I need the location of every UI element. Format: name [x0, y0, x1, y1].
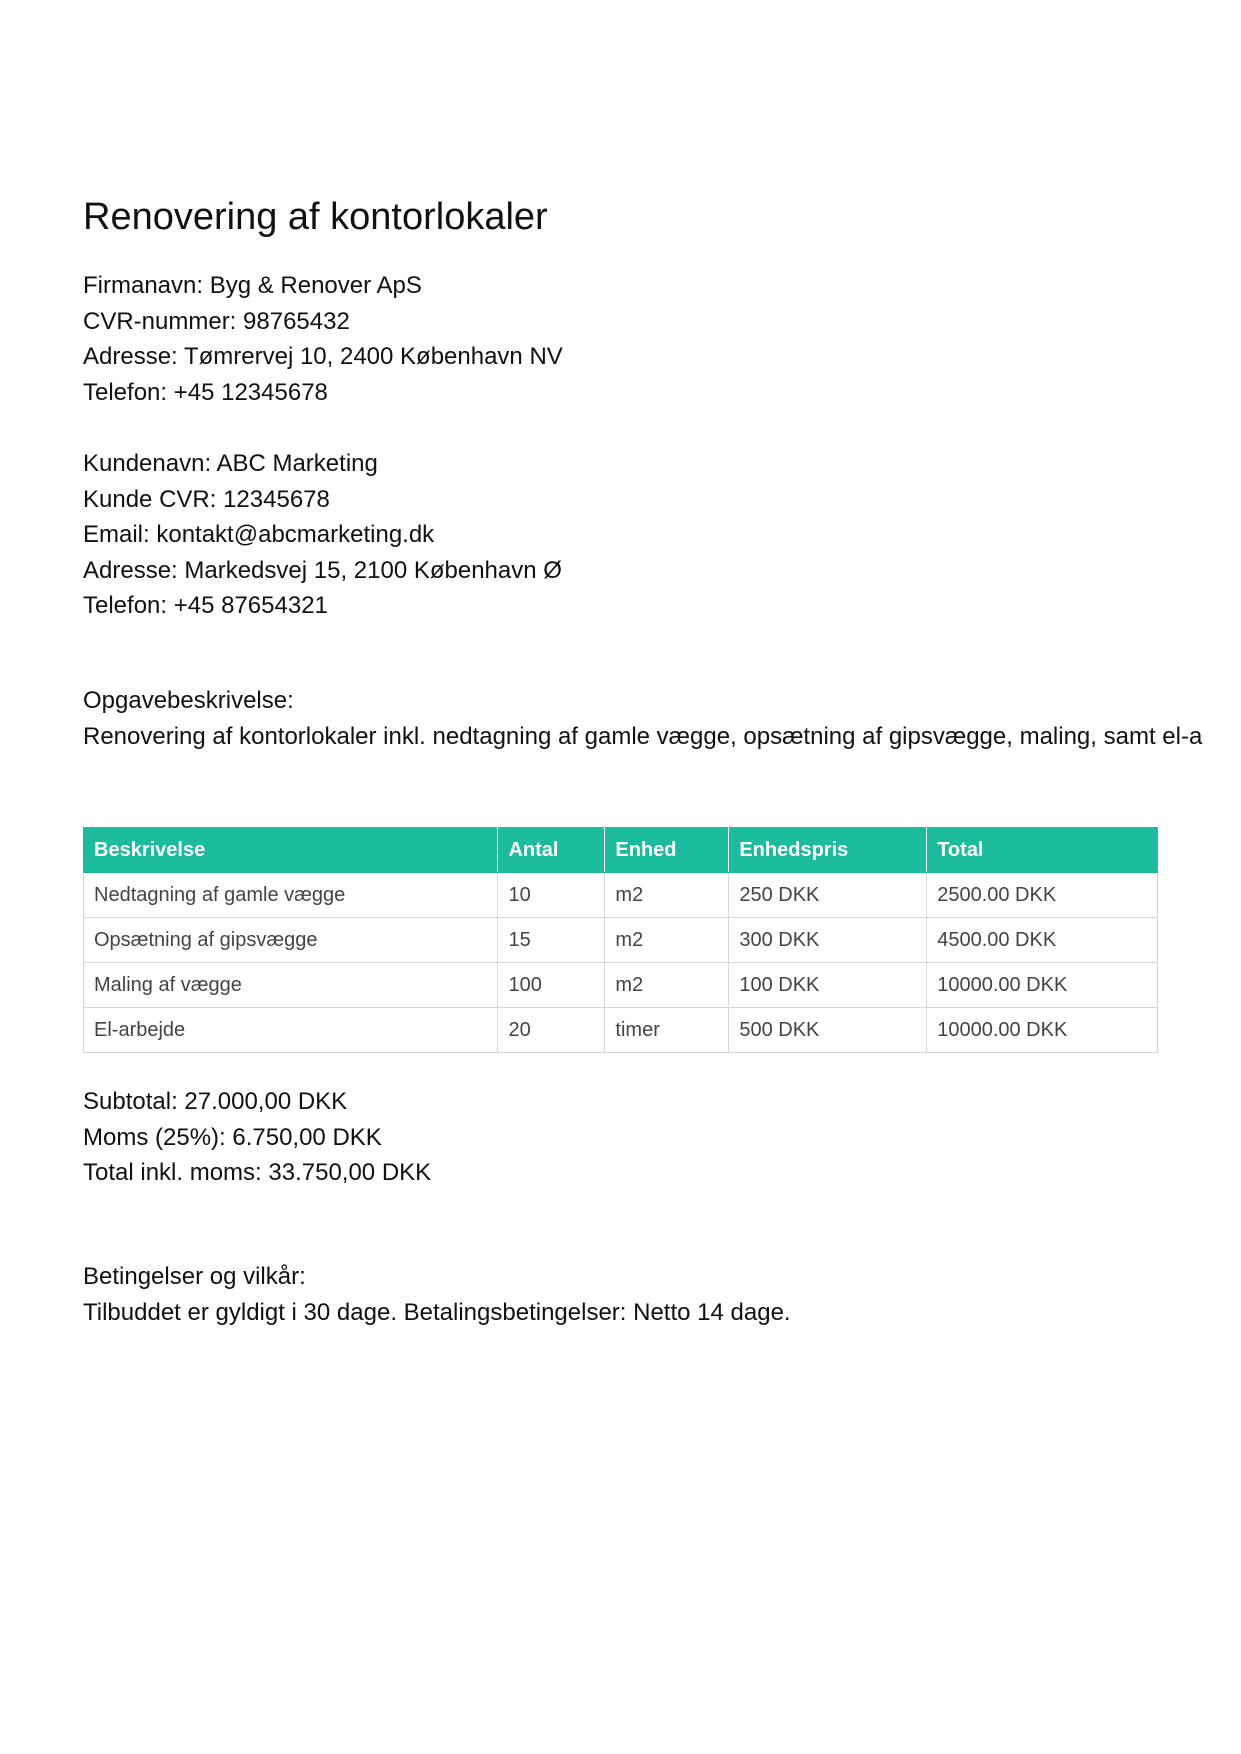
- table-header-row: [84, 828, 1158, 873]
- header-description: Beskrivelse: [84, 828, 498, 873]
- header-unit: Enhed: [605, 828, 729, 873]
- cell-description: Nedtagning af gamle vægge: [84, 873, 498, 918]
- task-description: [83, 683, 1202, 754]
- task-heading: Opgavebeskrivelse:: [83, 687, 294, 714]
- terms-text: Tilbuddet er gyldigt i 30 dage. Betalingsbetingelser: Netto 14 dage.: [83, 1298, 791, 1326]
- cell-unit: m2: [605, 873, 729, 918]
- cell-total: 4500.00 DKK: [927, 918, 1158, 963]
- table-row: [84, 1008, 1158, 1053]
- totals-summary: [83, 1084, 431, 1191]
- document-page: [83, 0, 1241, 1754]
- cell-unit-price: 500 DKK: [729, 1008, 927, 1053]
- customer-name: Kundenavn: ABC Marketing: [83, 450, 378, 477]
- cell-description: Opsætning af gipsvægge: [84, 918, 498, 963]
- cell-quantity: 10: [498, 873, 605, 918]
- cell-total: 2500.00 DKK: [927, 873, 1158, 918]
- subtotal: Subtotal: 27.000,00 DKK: [83, 1088, 348, 1115]
- cell-quantity: 15: [498, 918, 605, 963]
- table-row: [84, 918, 1158, 963]
- company-info: [83, 268, 563, 410]
- grand-total: Total inkl. moms: 33.750,00 DKK: [83, 1159, 432, 1186]
- company-cvr: CVR-nummer: 98765432: [83, 307, 350, 335]
- page-title: Renovering af kontorlokaler: [83, 196, 548, 238]
- cell-description: Maling af vægge: [84, 963, 498, 1008]
- customer-phone: Telefon: +45 87654321: [83, 592, 328, 619]
- header-total: Total: [927, 828, 1158, 873]
- cell-total: 10000.00 DKK: [927, 963, 1158, 1008]
- task-text: Renovering af kontorlokaler inkl. nedtagning af gamle vægge, opsætning af gipsvægge, maling, samt el-a: [83, 722, 1203, 750]
- customer-cvr: Kunde CVR: 12345678: [83, 485, 330, 513]
- customer-email: Email: kontakt@abcmarketing.dk: [83, 521, 435, 548]
- cell-total: 10000.00 DKK: [927, 1008, 1158, 1053]
- cell-description: El-arbejde: [84, 1008, 498, 1053]
- line-items-table: [83, 827, 1158, 1053]
- header-quantity: Antal: [498, 828, 605, 873]
- cell-unit-price: 250 DKK: [729, 873, 927, 918]
- terms-heading: Betingelser og vilkår:: [83, 1263, 306, 1290]
- customer-info: [83, 446, 562, 624]
- table-row: [84, 873, 1158, 918]
- cell-unit: m2: [605, 963, 729, 1008]
- company-address: Adresse: Tømrervej 10, 2400 København NV: [83, 343, 563, 370]
- cell-unit-price: 300 DKK: [729, 918, 927, 963]
- terms-section: [83, 1259, 791, 1330]
- cell-quantity: 20: [498, 1008, 605, 1053]
- cell-unit: m2: [605, 918, 729, 963]
- vat-amount: Moms (25%): 6.750,00 DKK: [83, 1123, 382, 1151]
- customer-address: Adresse: Markedsvej 15, 2100 København Ø: [83, 556, 562, 584]
- cell-unit: timer: [605, 1008, 729, 1053]
- header-unit-price: Enhedspris: [729, 828, 927, 873]
- company-phone: Telefon: +45 12345678: [83, 378, 328, 406]
- cell-unit-price: 100 DKK: [729, 963, 927, 1008]
- cell-quantity: 100: [498, 963, 605, 1008]
- table-row: [84, 963, 1158, 1008]
- company-name: Firmanavn: Byg & Renover ApS: [83, 272, 422, 299]
